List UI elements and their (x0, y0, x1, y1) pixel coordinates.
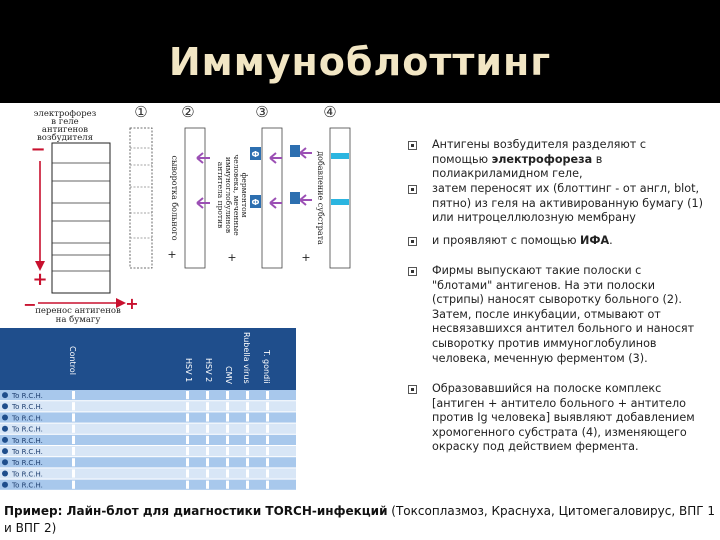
footer-caption (4, 503, 716, 537)
strip-band (266, 447, 269, 455)
strip-3 (262, 128, 282, 268)
strip-band (186, 458, 189, 466)
column-hsv1: HSV 1 (184, 358, 193, 383)
strip-band (226, 481, 229, 489)
bullet-text: затем переносят их (блоттинг - от англ, blot, пятно) из геля на активированную бумагу (1) или нитроцеллюлозную мембрану (432, 182, 703, 225)
strip-row (0, 480, 296, 490)
strip-band (72, 436, 75, 444)
strip-band (72, 425, 75, 433)
strip-row (0, 412, 296, 422)
svg-text:+: + (227, 251, 237, 264)
strip-band (226, 413, 229, 421)
svg-text:+: + (167, 248, 177, 261)
minus-sign-transfer: − (23, 295, 37, 314)
strip-band (266, 425, 269, 433)
svg-text:иммуноглобулинов: иммуноглобулинов (224, 156, 233, 234)
strip-band (266, 402, 269, 410)
strip-band (226, 402, 229, 410)
strip-row-marker (2, 415, 8, 421)
strip-row-marker (2, 392, 8, 398)
enzyme-label-icon (250, 147, 261, 208)
strip-band (72, 391, 75, 399)
strip-band (186, 447, 189, 455)
slide-title: Иммуноблоттинг (168, 40, 552, 84)
strip-band (72, 413, 75, 421)
strip-band (206, 481, 209, 489)
strip-band (266, 481, 269, 489)
bullet-text: Фирмы выпускают такие полоски с "блотами" антигенов. На эти полоски (стрипы) наносят сыворотку больного (2). Затем, после инкубации, отмывают от несвязавшихся антител больного и наносят сыворотку против иммуноглобулинов человека, меченную ферментом (3). (432, 264, 695, 365)
strip-band (226, 447, 229, 455)
strip-row (0, 401, 296, 411)
strip-band (226, 391, 229, 399)
strip-band (246, 481, 249, 489)
strip-row (0, 468, 296, 478)
strip-band (206, 447, 209, 455)
strip-row-label: To R.C.H. (12, 448, 43, 456)
svg-text:возбудителя: возбудителя (36, 133, 94, 143)
strip-2-label: сыворотка больного (170, 155, 179, 241)
strip-row-label: To R.C.H. (12, 425, 43, 434)
strip-band (206, 391, 209, 399)
svg-text:антигенов: антигенов (41, 125, 89, 135)
strip-band (186, 425, 189, 433)
strip-band (72, 469, 75, 477)
bullet-text: Антигены возбудителя разделяют с помощью электрофореза в полиакриламидном геле, (432, 138, 647, 181)
svg-text:ферментом: ферментом (240, 172, 249, 218)
checkbox-bullet-icon (408, 267, 417, 276)
strip-4 (330, 128, 350, 268)
column-rubella: Rubella virus (242, 332, 251, 384)
plus-sign-transfer: + (125, 294, 139, 313)
strip-band (186, 481, 189, 489)
bullet-text: и проявляют с помощью ИФА. (432, 234, 613, 247)
svg-text:в геле: в геле (51, 117, 79, 127)
svg-text:+: + (301, 251, 311, 264)
svg-text:электрофорез: электрофорез (33, 109, 97, 119)
column-hsv2: HSV 2 (204, 358, 213, 383)
step-number-1: ① (134, 103, 148, 121)
strip-band (206, 413, 209, 421)
strip-band (246, 458, 249, 466)
strip-band (246, 447, 249, 455)
strip-band (206, 458, 209, 466)
strip-band (246, 402, 249, 410)
footer-rest: (Токсоплазмоз, Краснуха, Цитомегаловирус, ВПГ 1 и ВПГ 2) (4, 504, 716, 535)
strip-band (206, 425, 209, 433)
electrophoresis-label (34, 109, 97, 143)
strip-band (246, 436, 249, 444)
strip-band (266, 413, 269, 421)
svg-text:на бумагу: на бумагу (55, 315, 101, 325)
strip-row (0, 390, 296, 400)
transfer-label (35, 306, 121, 325)
strip-band (186, 469, 189, 477)
strip-band (246, 425, 249, 433)
svg-text:Ф: Ф (251, 198, 260, 207)
strip-band (72, 481, 75, 489)
svg-text:антитела против: антитела против (216, 161, 225, 229)
checkbox-bullet-icon (408, 185, 417, 194)
strip-band (186, 391, 189, 399)
strip-row-marker (2, 459, 8, 465)
strip-band (246, 469, 249, 477)
strip-row-label: To R.C.H. (12, 392, 43, 400)
strip-band (226, 469, 229, 477)
bullet-text: Образовавшийся на полоске комплекс [антиген + антитело больного + антитело против Ig человека] выявляют добавлением хромогенного субстрата (4), изменяющего окраску под действием фермента. (432, 382, 695, 454)
svg-text:Ф: Ф (251, 150, 260, 159)
minus-sign-top: − (30, 139, 46, 160)
svg-text:перенос антигенов: перенос антигенов (35, 306, 121, 316)
checkbox-bullet-icon (408, 385, 417, 394)
strip-rows (0, 390, 296, 490)
strip-row-marker (2, 482, 8, 488)
strip-3-label (216, 154, 249, 236)
strip-4-label: добавление субстрата (316, 151, 325, 245)
strip-band (72, 458, 75, 466)
strip-row-label: To R.C.H. (12, 403, 43, 412)
strip-band (206, 436, 209, 444)
strip-band (186, 436, 189, 444)
gel-box (52, 143, 110, 293)
strip-band (246, 391, 249, 399)
strip-row-label: To R.C.H. (12, 414, 43, 423)
strip-band (266, 458, 269, 466)
strip-band (186, 413, 189, 421)
step-number-2: ② (181, 103, 195, 121)
svg-text:человека, меченные: человека, меченные (232, 154, 241, 236)
checkbox-bullet-icon (408, 141, 417, 150)
step-number-3: ③ (255, 103, 269, 121)
strip-band (72, 402, 75, 410)
strip-row-marker (2, 448, 8, 454)
strip-band (266, 391, 269, 399)
strip-row-label: To R.C.H. (12, 481, 43, 490)
strip-1 (130, 128, 152, 268)
column-control: Control (68, 346, 77, 375)
column-cmv: CMV (224, 366, 233, 384)
strip-row-marker (2, 437, 8, 443)
strip-band (226, 425, 229, 433)
strip-band (206, 402, 209, 410)
strip-row (0, 424, 296, 434)
strip-band (72, 447, 75, 455)
strip-band (186, 402, 189, 410)
plus-sign-bottom: + (32, 269, 48, 290)
strip-row-label: To R.C.H. (12, 459, 43, 468)
line-blot-strips (0, 328, 296, 500)
strip-row (0, 457, 296, 467)
strip-band (226, 458, 229, 466)
strip-band (206, 469, 209, 477)
strip-row-marker (2, 471, 8, 477)
strip-row-marker (2, 426, 8, 432)
immunoblot-figure (0, 103, 385, 328)
strip-row-label: To R.C.H. (12, 470, 43, 479)
footer-bold: Пример: Лайн-блот для диагностики TORCH-инфекций (4, 504, 388, 518)
strip-band (246, 413, 249, 421)
strip-band (266, 469, 269, 477)
strip-row-marker (2, 403, 8, 409)
strip-row (0, 446, 296, 456)
strip-band (226, 436, 229, 444)
checkbox-bullet-icon (408, 237, 417, 246)
strip-band (266, 436, 269, 444)
strip-row-label: To R.C.H. (12, 436, 43, 445)
step-number-4: ④ (323, 103, 337, 121)
column-tgondii: T. gondii (262, 350, 271, 384)
strip-row (0, 435, 296, 445)
